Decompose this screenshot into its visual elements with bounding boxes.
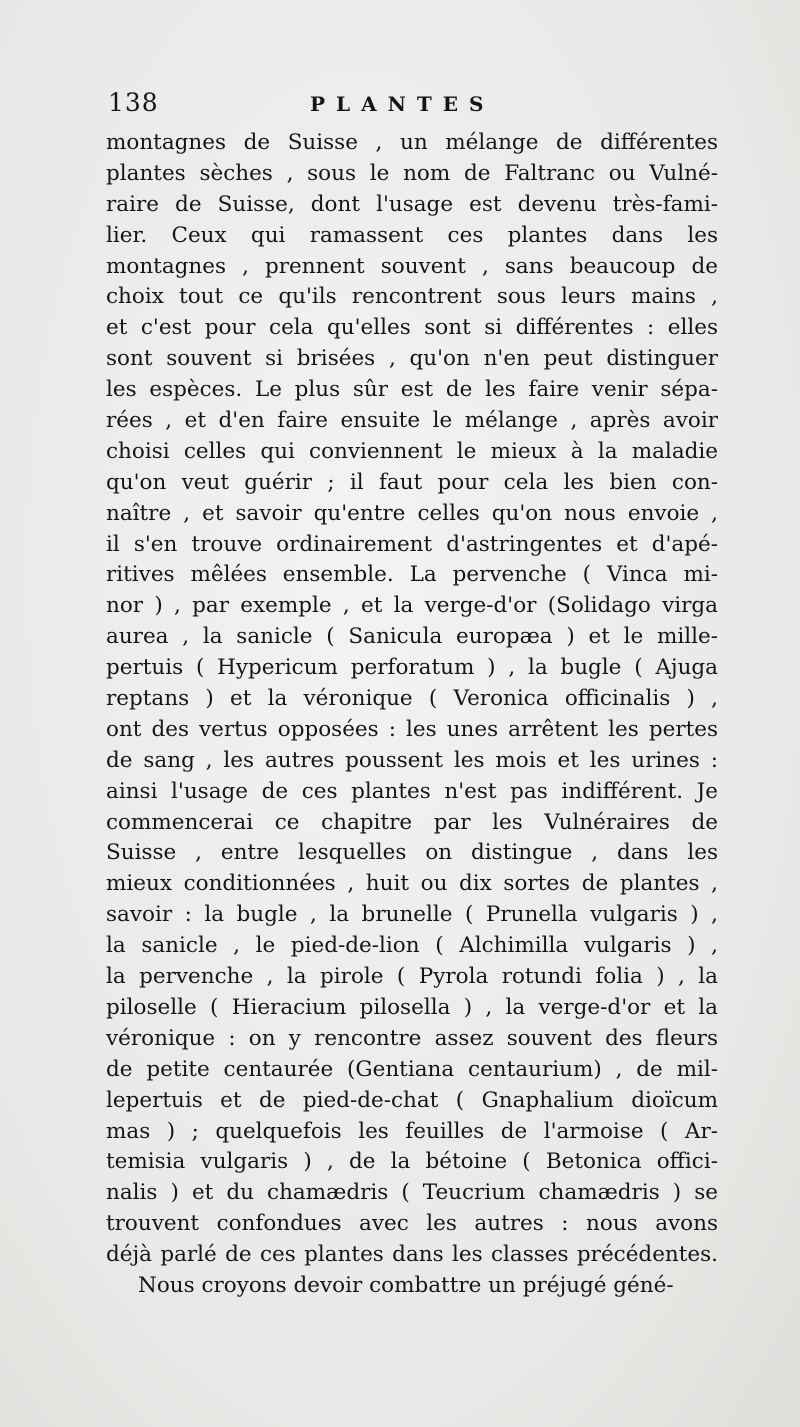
text-line: Nous croyons devoir combattre un préjugé géné- — [138, 1272, 674, 1298]
text-line: déjà parlé de ces plantes dans les classes précédentes. — [106, 1242, 718, 1268]
text-line: de sang , les autres poussent les mois et les urines : — [106, 747, 718, 773]
body-text — [106, 128, 718, 1302]
text-line: les espèces. Le plus sûr est de les faire venir sépa- — [106, 377, 718, 403]
text-line: aurea , la sanicle ( Sanicula europæa ) et le mille- — [106, 624, 718, 650]
text-line: rées , et d'en faire ensuite le mélange , après avoir — [106, 408, 718, 434]
text-line: sont souvent si brisées , qu'on n'en peut distinguer — [106, 346, 718, 372]
text-line: mas ) ; quelquefois les feuilles de l'armoise ( Ar- — [106, 1118, 718, 1144]
text-line: ainsi l'usage de ces plantes n'est pas indifférent. Je — [106, 778, 718, 804]
text-line: ritives mêlées ensemble. La pervenche ( Vinca mi- — [106, 562, 718, 588]
text-line: montagnes , prennent souvent , sans beaucoup de — [106, 253, 718, 279]
page-number: 138 — [108, 88, 159, 117]
text-line: temisia vulgaris ) , de la bétoine ( Betonica offici- — [106, 1149, 718, 1175]
text-line: nalis ) et du chamædris ( Teucrium chamædris ) se — [106, 1180, 718, 1206]
text-line: lier. Ceux qui ramassent ces plantes dans les — [106, 222, 718, 248]
text-line: et c'est pour cela qu'elles sont si différentes : elles — [106, 315, 718, 341]
text-line: commencerai ce chapitre par les Vulnéraires de — [106, 809, 718, 835]
text-line: la pervenche , la pirole ( Pyrola rotundi folia ) , la — [106, 964, 718, 990]
text-line: lepertuis et de pied-de-chat ( Gnaphalium dioïcum — [106, 1087, 718, 1113]
running-head: PLANTES — [310, 92, 495, 116]
text-line: reptans ) et la véronique ( Veronica officinalis ) , — [106, 686, 718, 712]
text-line: pertuis ( Hypericum perforatum ) , la bugle ( Ajuga — [106, 655, 718, 681]
text-line: véronique : on y rencontre assez souvent des fleurs — [106, 1025, 718, 1051]
text-line: qu'on veut guérir ; il faut pour cela les bien con- — [106, 469, 718, 495]
text-line: savoir : la bugle , la brunelle ( Prunella vulgaris ) , — [106, 902, 718, 928]
text-line: mieux conditionnées , huit ou dix sortes de plantes , — [106, 871, 718, 897]
text-line: nor ) , par exemple , et la verge-d'or (Solidago virga — [106, 593, 718, 619]
text-line: la sanicle , le pied-de-lion ( Alchimilla vulgaris ) , — [106, 933, 718, 959]
text-line: de petite centaurée (Gentiana centaurium) , de mil- — [106, 1056, 718, 1082]
text-line: trouvent confondues avec les autres : nous avons — [106, 1211, 718, 1237]
text-line: Suisse , entre lesquelles on distingue , dans les — [106, 840, 718, 866]
text-line: montagnes de Suisse , un mélange de différentes — [106, 130, 718, 155]
text-line: raire de Suisse, dont l'usage est devenu très-fami- — [106, 191, 718, 217]
text-line: choisi celles qui conviennent le mieux à la maladie — [106, 438, 718, 464]
text-line: piloselle ( Hieracium pilosella ) , la verge-d'or et la — [106, 994, 718, 1020]
text-line: plantes sèches , sous le nom de Faltranc ou Vulné- — [106, 160, 718, 186]
text-line: naître , et savoir qu'entre celles qu'on nous envoie , — [106, 500, 718, 526]
text-line: il s'en trouve ordinairement d'astringentes et d'apé- — [106, 531, 718, 557]
page-header — [108, 88, 708, 124]
text-line: ont des vertus opposées : les unes arrêtent les pertes — [106, 716, 718, 742]
text-line: choix tout ce qu'ils rencontrent sous leurs mains , — [106, 284, 718, 310]
